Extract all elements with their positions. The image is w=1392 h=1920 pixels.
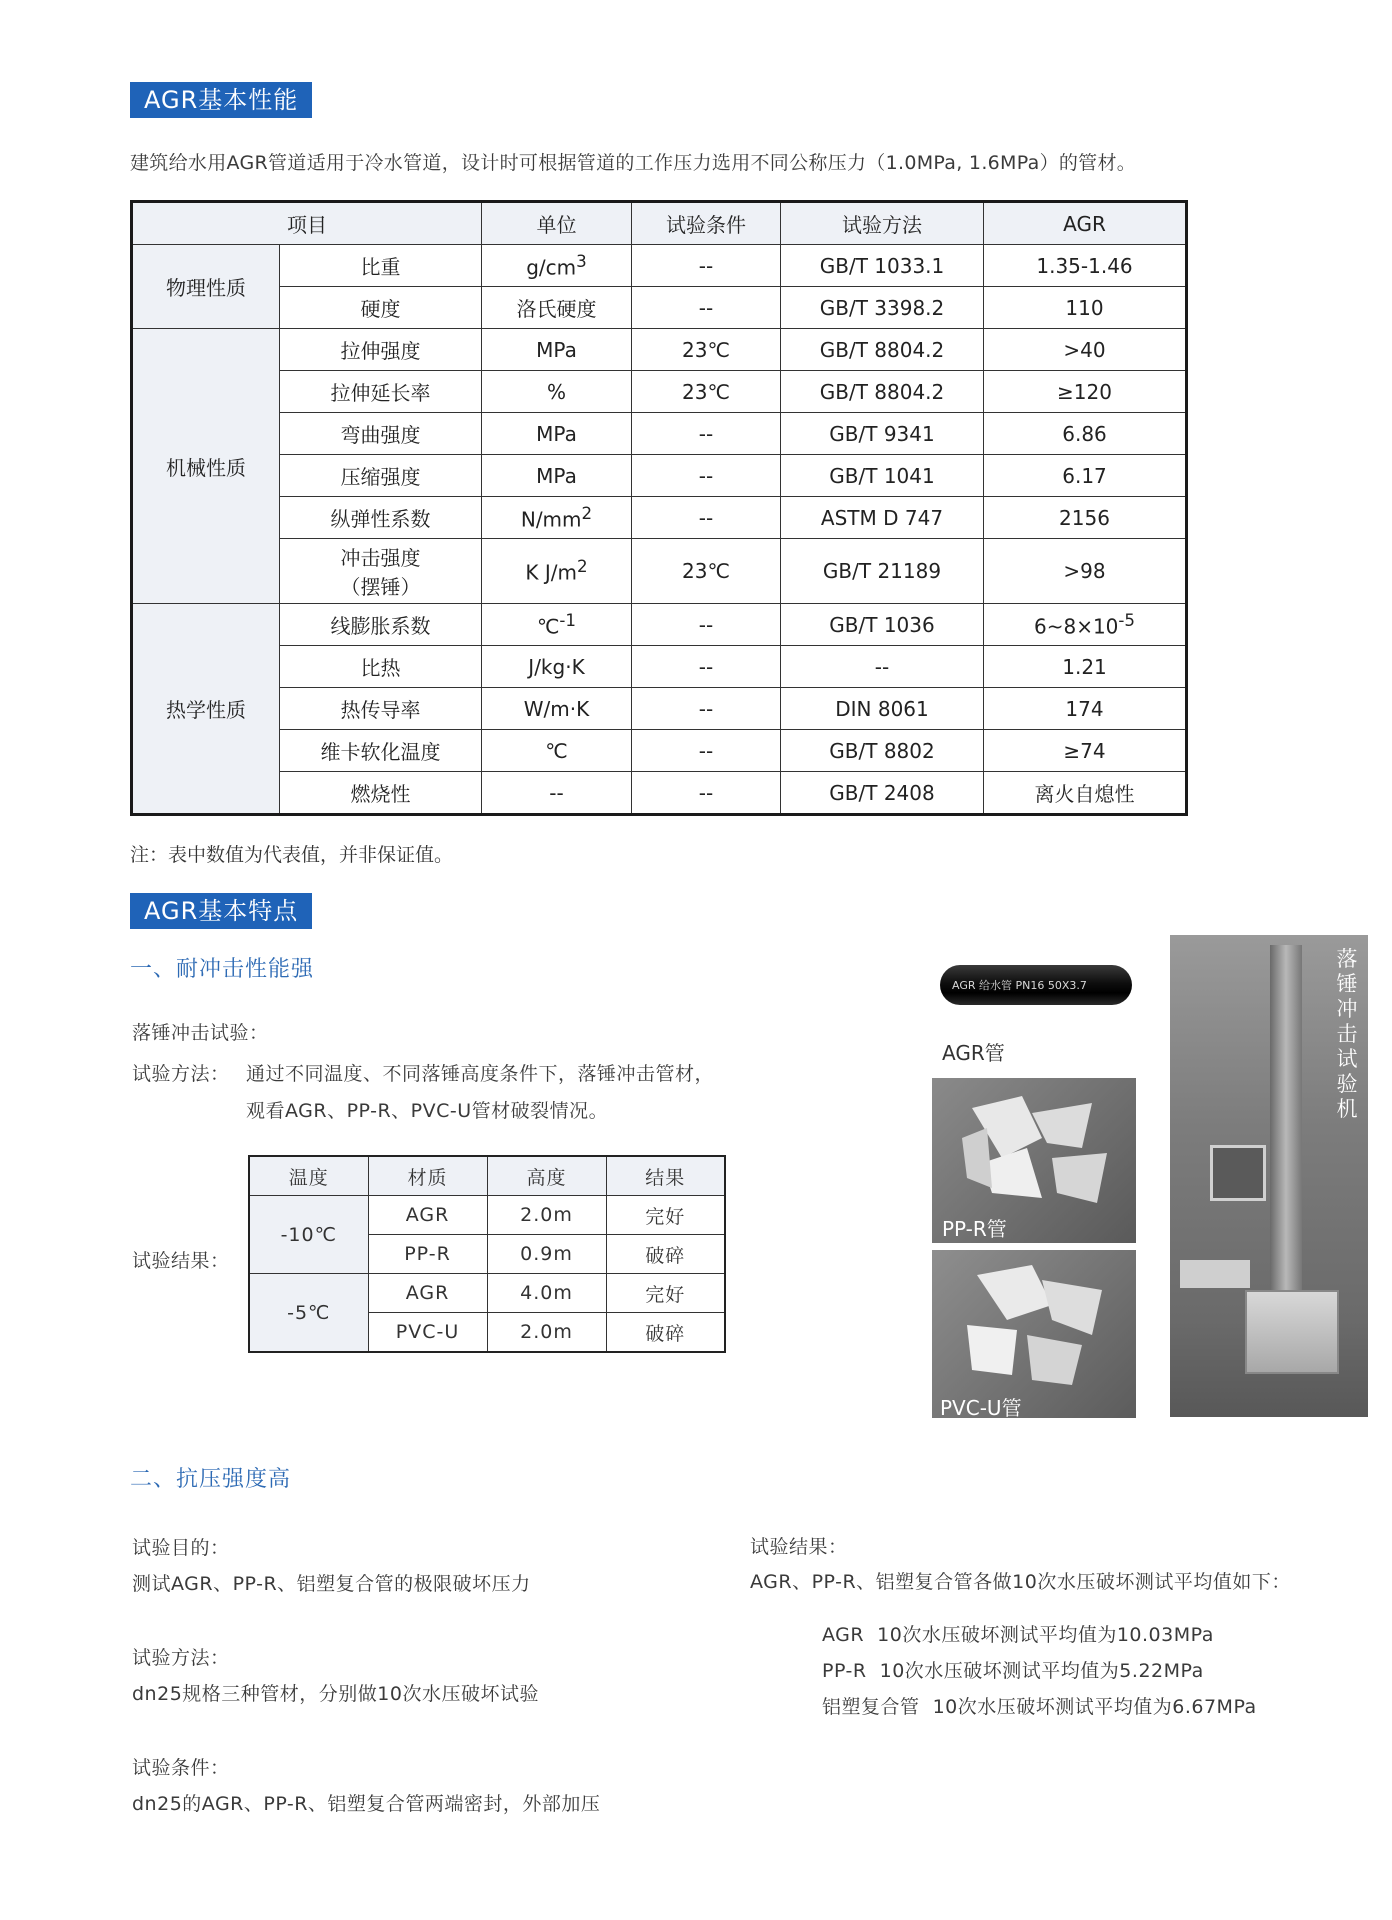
method-line-1: 通过不同温度、不同落锤高度条件下，落锤冲击管材， [246,1063,715,1085]
row-name: 硬度 [280,287,482,329]
row-method: GB/T 8804.2 [781,371,984,413]
material-cell: PVC-U [368,1313,487,1353]
temp-cell: -10℃ [249,1196,368,1274]
row-agr: 1.21 [984,646,1187,688]
row-method: GB/T 1041 [781,455,984,497]
agr-pipe-label: AGR管 [942,1041,1005,1065]
table-row [132,497,1187,539]
row-method: GB/T 8802 [781,730,984,772]
row-cond: 23℃ [632,371,781,413]
row-agr: 6.17 [984,455,1187,497]
row-agr: >98 [984,539,1187,604]
row-cond: 23℃ [632,329,781,371]
row-cond: -- [632,646,781,688]
table-row [132,455,1187,497]
drop-header-row [249,1156,725,1196]
table-row [132,539,1187,604]
agr-pipe-image [940,965,1132,1005]
result2-text: AGR、PP-R、铝塑复合管各做10次水压破坏测试平均值如下： [750,1571,1291,1593]
table-row [132,646,1187,688]
row-method: GB/T 9341 [781,413,984,455]
machine-column [1270,945,1302,1305]
header-condition: 试验条件 [632,202,781,245]
result-cell: 完好 [606,1196,725,1235]
row-unit: $g/cm^3$ [482,245,632,287]
table-row [132,245,1187,287]
machine-base [1245,1290,1339,1374]
result-line-ppr: PP-R 10次水压破坏测试平均值为5.22MPa [822,1660,1204,1682]
row-unit: $N/mm^2$ [482,497,632,539]
drop-header: 温度 [249,1156,368,1196]
machine-window [1210,1145,1266,1201]
height-cell: 2.0m [487,1313,606,1353]
row-name: 冲击强度 （摆锤） [280,539,482,604]
pvcu-pipe-label: PVC-U管 [940,1396,1022,1418]
method2-text: dn25规格三种管材，分别做10次水压破坏试验 [132,1683,539,1705]
drop-header: 高度 [487,1156,606,1196]
row-name: 燃烧性 [280,772,482,815]
row-name: 线膨胀系数 [280,604,482,646]
row-unit: MPa [482,413,632,455]
row-cond: -- [632,413,781,455]
row-method: GB/T 1036 [781,604,984,646]
row-unit: % [482,371,632,413]
condition-label: 试验条件： [132,1757,230,1779]
method2-label: 试验方法： [132,1647,230,1669]
row-unit: W/m·K [482,688,632,730]
row-cond: -- [632,455,781,497]
ppr-pipe-photo [932,1078,1136,1243]
row-method: DIN 8061 [781,688,984,730]
temp-cell: -5℃ [249,1274,368,1353]
row-unit: ℃$^{-1}$ [482,604,632,646]
row-agr: 110 [984,287,1187,329]
header-unit: 单位 [482,202,632,245]
result-cell: 破碎 [606,1235,725,1274]
row-cond: -- [632,287,781,329]
height-cell: 4.0m [487,1274,606,1313]
drop-header: 材质 [368,1156,487,1196]
row-cond: -- [632,772,781,815]
row-agr: 6.86 [984,413,1187,455]
row-agr: $6\sim 8\times 10^{-5}$ [984,604,1187,646]
row-unit: -- [482,772,632,815]
table-row [132,329,1187,371]
row-agr: 离火自熄性 [984,772,1187,815]
row-method: GB/T 21189 [781,539,984,604]
drop-test-title: 落锤冲击试验： [132,1022,269,1044]
result-cell: 完好 [606,1274,725,1313]
row-agr: ≥74 [984,730,1187,772]
ppr-pipe-label: PP-R管 [942,1217,1007,1241]
result-label: 试验结果： [132,1250,230,1272]
row-agr: 174 [984,688,1187,730]
table-row [249,1274,725,1313]
row-name: 比热 [280,646,482,688]
row-cond: -- [632,497,781,539]
purpose-label: 试验目的： [132,1537,230,1559]
condition-text: dn25的AGR、PP-R、铝塑复合管两端密封，外部加压 [132,1793,601,1815]
table-row [132,730,1187,772]
row-cond: 23℃ [632,539,781,604]
drop-test-machine-photo [1170,935,1368,1417]
row-name: 压缩强度 [280,455,482,497]
method-line-2: 观看AGR、PP-R、PVC-U管材破裂情况。 [246,1100,609,1122]
intro-text: 建筑给水用AGR管道适用于冷水管道，设计时可根据管道的工作压力选用不同公称压力（1.0MPa, 1.6MPa）的管材。 [130,152,1137,174]
row-cond: -- [632,604,781,646]
result-cell: 破碎 [606,1313,725,1353]
group-physical: 物理性质 [132,245,280,329]
row-agr: >40 [984,329,1187,371]
header-item: 项目 [132,202,482,245]
table-row [132,413,1187,455]
material-cell: AGR [368,1274,487,1313]
table-row [132,772,1187,815]
row-unit: MPa [482,455,632,497]
height-cell: 2.0m [487,1196,606,1235]
agr-pipe-print: AGR 给水管 PN16 50X3.7 [952,979,1087,992]
table-header-row [132,202,1187,245]
row-unit: J/kg·K [482,646,632,688]
row-method: GB/T 3398.2 [781,287,984,329]
agr-pipe-photo [932,935,1136,1075]
machine-label: 落锤冲击试验机 [1336,947,1358,1121]
material-cell: PP-R [368,1235,487,1274]
row-agr: 2156 [984,497,1187,539]
result-line-agr: AGR 10次水压破坏测试平均值为10.03MPa [822,1624,1214,1646]
row-unit: ℃ [482,730,632,772]
row-name: 拉伸延长率 [280,371,482,413]
row-cond: -- [632,730,781,772]
header-method: 试验方法 [781,202,984,245]
row-name: 弯曲强度 [280,413,482,455]
drop-test-table [248,1155,726,1353]
height-cell: 0.9m [487,1235,606,1274]
row-agr: ≥120 [984,371,1187,413]
row-agr: 1.35-1.46 [984,245,1187,287]
header-agr: AGR [984,202,1187,245]
pvcu-pipe-photo [932,1250,1136,1418]
row-method: -- [781,646,984,688]
subheading-impact: 一、耐冲击性能强 [130,957,315,982]
drop-header: 结果 [606,1156,725,1196]
row-method: GB/T 1033.1 [781,245,984,287]
row-name: 纵弹性系数 [280,497,482,539]
method-label: 试验方法： [132,1063,230,1085]
result-line-alu: 铝塑复合管 10次水压破坏测试平均值为6.67MPa [822,1696,1257,1718]
table-row [132,287,1187,329]
row-cond: -- [632,688,781,730]
row-unit: 洛氏硬度 [482,287,632,329]
properties-table [130,200,1188,816]
table-row [132,371,1187,413]
section-tag-basic-features: AGR基本特点 [130,893,312,929]
material-cell: AGR [368,1196,487,1235]
table-row [132,604,1187,646]
row-cond: -- [632,245,781,287]
result2-label: 试验结果： [750,1536,848,1558]
row-name: 维卡软化温度 [280,730,482,772]
row-unit: K $J/m^2$ [482,539,632,604]
table-row [249,1196,725,1235]
subheading-compression: 二、抗压强度高 [130,1467,292,1492]
row-name: 比重 [280,245,482,287]
row-name: 拉伸强度 [280,329,482,371]
section-tag-basic-performance: AGR基本性能 [130,82,312,118]
machine-panel [1180,1260,1250,1288]
row-method: GB/T 8804.2 [781,329,984,371]
table-note: 注：表中数值为代表值，并非保证值。 [130,844,454,866]
group-thermal: 热学性质 [132,604,280,815]
row-method: ASTM D 747 [781,497,984,539]
group-mechanical: 机械性质 [132,329,280,604]
row-name: 热传导率 [280,688,482,730]
table-row [132,688,1187,730]
purpose-text: 测试AGR、PP-R、铝塑复合管的极限破坏压力 [132,1573,531,1595]
row-method: GB/T 2408 [781,772,984,815]
row-unit: MPa [482,329,632,371]
